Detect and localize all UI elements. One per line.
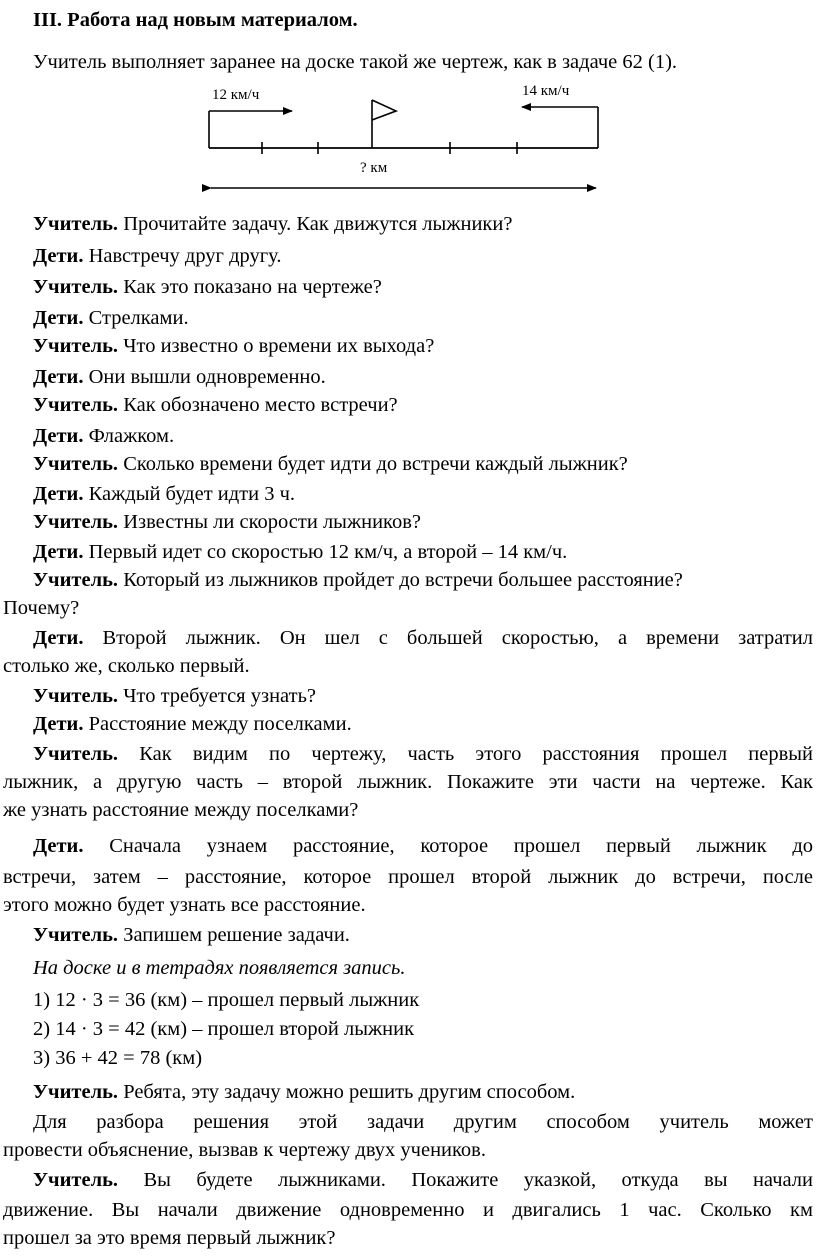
dialogue-line: Учитель. Как это показано на чертеже? [33,276,382,298]
dialogue-line: Дети. Флажком. [33,425,175,447]
intro-paragraph: Учитель выполняет заранее на доске такой же чертеж, как в задаче 62 (1). [33,51,678,73]
dialogue-line: Учитель. Что известно о времени их выхода? [33,335,435,357]
dialogue-line: Дети. Стрелками. [33,307,189,329]
solution-step: 1) 12 · 3 = 36 (км) – прошел первый лыжник [33,989,420,1011]
distance-label: ? км [360,160,388,176]
dialogue-line: Учитель. Который из лыжников пройдет до встречи большее расстояние? [33,569,683,591]
dialogue-line: Дети. Они вышли одновременно. [33,366,326,388]
dialogue-line-cont: движение. Вы начали движение одновременно и двигались 1 час. Сколько км [3,1199,813,1221]
solution-step: 2) 14 · 3 = 42 (км) – прошел второй лыжник [33,1018,415,1040]
skiers-diagram [200,76,610,200]
dialogue-line: Дети. Навстречу друг другу. [33,245,282,267]
speed-label-left: 12 км/ч [212,87,260,103]
solution-step: 3) 36 + 42 = 78 (км) [33,1047,203,1069]
dialogue-line-cont: встречи, затем – расстояние, которое прошел второй лыжник до встречи, после [3,866,813,888]
dialogue-line: Дети. Второй лыжник. Он шел с большей скоростью, а времени затратил [33,627,813,649]
dialogue-line: Учитель. Ребята, эту задачу можно решить другим способом. [33,1081,576,1103]
dialogue-line: Учитель. Известны ли скорости лыжников? [33,511,421,533]
dialogue-line: Учитель. Сколько времени будет идти до встречи каждый лыжник? [33,453,628,475]
dialogue-line-cont: прошел за это время первый лыжник? [3,1227,336,1249]
explanation-paragraph: Для разбора решения этой задачи другим способом учитель может [33,1111,813,1133]
dialogue-line-cont: же узнать расстояние между поселками? [3,799,359,821]
speed-label-right: 14 км/ч [522,83,570,99]
dialogue-line: Учитель. Как обозначено место встречи? [33,394,398,416]
dialogue-line-cont: столько же, сколько первый. [3,655,250,677]
dialogue-line: Дети. Первый идет со скоростью 12 км/ч, а второй – 14 км/ч. [33,541,568,563]
dialogue-line: Дети. Расстояние между поселками. [33,713,352,735]
explanation-paragraph-cont: провести объяснение, вызвав к чертежу двух учеников. [3,1139,486,1161]
dialogue-line: Дети. Каждый будет идти 3 ч. [33,483,296,505]
dialogue-line: Дети. Сначала узнаем расстояние, которое прошел первый лыжник до [33,835,813,857]
dialogue-line: Учитель. Вы будете лыжниками. Покажите указкой, откуда вы начали [33,1169,814,1191]
dialogue-line: Учитель. Запишем решение задачи. [33,924,350,946]
dialogue-line-cont: Почему? [3,597,80,619]
dialogue-line: Учитель. Что требуется узнать? [33,685,317,707]
board-note: На доске и в тетрадях появляется запись. [33,957,406,979]
dialogue-line: Учитель. Как видим по чертежу, часть этого расстояния прошел первый [33,743,814,765]
meeting-flag-icon [372,100,396,120]
dialogue-line-cont: лыжник, а другую часть – второй лыжник. Покажите эти части на чертеже. Как [3,771,813,793]
section-heading: III. Работа над новым материалом. [33,9,358,31]
dialogue-line-cont: этого можно будет узнать все расстояние. [3,894,366,916]
dialogue-line: Учитель. Прочитайте задачу. Как движутся лыжники? [33,213,513,235]
